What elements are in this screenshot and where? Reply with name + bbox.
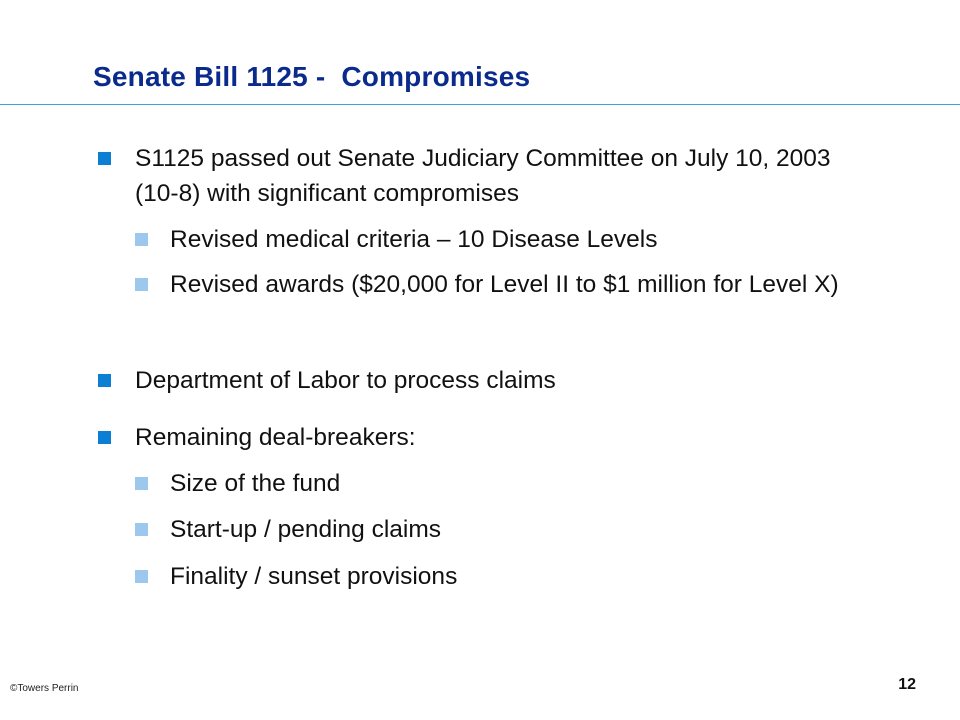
square-bullet-icon <box>135 233 148 246</box>
sub-bullet-item <box>170 466 890 501</box>
square-bullet-icon <box>135 523 148 536</box>
bullet-text: Start-up / pending claims <box>170 516 441 543</box>
bullet-text: Revised medical criteria – 10 Disease Levels <box>170 226 658 253</box>
bullet-text: Size of the fund <box>170 470 341 497</box>
bullet-text: Department of Labor to process claims <box>135 367 556 394</box>
bullet-text: S1125 passed out Senate Judiciary Committee on July 10, 2003 (10-8) with significant compromises <box>135 145 831 207</box>
footer-copyright: ©Towers Perrin <box>10 683 79 694</box>
sub-bullet-item <box>170 512 890 547</box>
bullet-item <box>135 420 875 455</box>
slide-title: Senate Bill 1125 - Compromises <box>93 61 531 92</box>
sub-bullet-item <box>170 559 890 594</box>
square-bullet-icon <box>135 477 148 490</box>
bullet-item <box>135 141 875 211</box>
square-bullet-icon <box>135 570 148 583</box>
bullet-item <box>135 363 875 398</box>
square-bullet-icon <box>98 374 111 387</box>
page-number: 12 <box>898 676 916 693</box>
square-bullet-icon <box>98 431 111 444</box>
sub-bullet-item <box>170 222 890 257</box>
bullet-text: Remaining deal-breakers: <box>135 424 416 451</box>
bullet-text: Finality / sunset provisions <box>170 563 458 590</box>
square-bullet-icon <box>135 278 148 291</box>
bullet-text: Revised awards ($20,000 for Level II to $1 million for Level X) <box>170 271 839 298</box>
sub-bullet-item <box>170 267 890 302</box>
square-bullet-icon <box>98 152 111 165</box>
